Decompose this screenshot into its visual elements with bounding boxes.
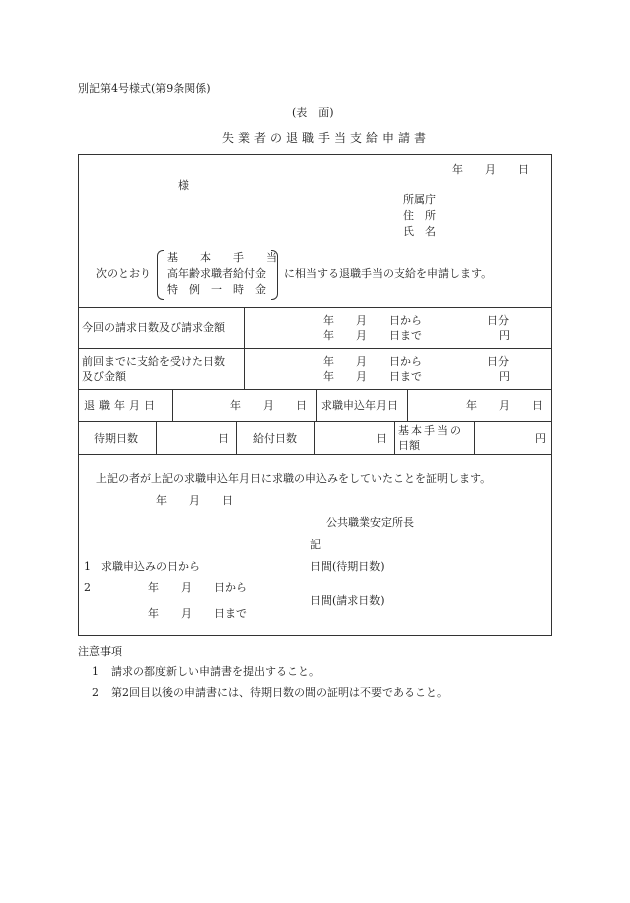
name-label: 氏 名 — [403, 225, 436, 238]
item1-value: 日間(待期日数) — [310, 560, 385, 573]
current-claim-label: 今回の請求日数及び請求金額 — [82, 321, 225, 334]
note-2-number: 2 — [92, 686, 99, 699]
daily-amount-yen-unit: 円 — [535, 432, 546, 445]
address-label: 住 所 — [403, 209, 436, 222]
issuer-title: 公共職業安定所長 — [326, 516, 414, 529]
waiting-days-label: 待期日数 — [94, 432, 138, 445]
waiting-days-unit: 日 — [218, 432, 229, 445]
item2-value: 日間(請求日数) — [310, 594, 385, 607]
previous-paid-label-1: 前回までに支給を受けた日数 — [82, 355, 225, 368]
request-prefix: 次のとおり — [96, 267, 151, 280]
benefit-days-label: 給付日数 — [253, 432, 297, 445]
current-claim-yen-unit: 円 — [499, 329, 510, 342]
previous-paid-yen-unit: 円 — [499, 370, 510, 383]
form-reference: 別記第4号様式(第9条関係) — [78, 82, 211, 95]
daily-amount-label-1: 基本手当の — [398, 424, 463, 437]
item1-number: 1 — [84, 560, 91, 573]
current-claim-from: 年 月 日から — [323, 314, 422, 327]
retirement-date-value: 年 月 日 — [230, 399, 307, 412]
retirement-date-label: 退職年月日 — [84, 399, 159, 412]
left-brace — [157, 250, 164, 300]
page-side-label: (表 面) — [292, 106, 334, 119]
application-date: 年 月 日 — [452, 163, 529, 176]
previous-paid-days-unit: 日分 — [487, 355, 509, 368]
benefit-days-unit: 日 — [376, 432, 387, 445]
previous-paid-label-2: 及び金額 — [82, 370, 126, 383]
note-2-text: 第2回目以後の申請書には、待期日数の間の証明は不要であること。 — [111, 686, 448, 699]
ki-marker: 記 — [310, 538, 321, 551]
item2-from: 年 月 日から — [148, 581, 247, 594]
notes-heading: 注意事項 — [78, 645, 122, 658]
item2-to: 年 月 日まで — [148, 607, 247, 620]
note-1-number: 1 — [92, 665, 99, 678]
current-claim-days-unit: 日分 — [487, 314, 509, 327]
addressee-suffix: 様 — [178, 179, 189, 192]
item2-number: 2 — [84, 581, 91, 594]
previous-paid-from: 年 月 日から — [323, 355, 422, 368]
certification-statement: 上記の者が上記の求職申込年月日に求職の申込みをしていたことを証明します。 — [96, 472, 492, 485]
daily-amount-label-2: 日額 — [398, 439, 420, 452]
item1-label: 求職申込みの日から — [101, 560, 200, 573]
previous-paid-to: 年 月 日まで — [323, 370, 422, 383]
option-special-lump-sum: 特 例 一 時 金 — [167, 283, 266, 296]
option-basic-allowance: 基 本 手 当 — [167, 251, 277, 264]
right-brace — [271, 250, 278, 300]
certification-date: 年 月 日 — [156, 494, 233, 507]
current-claim-to: 年 月 日まで — [323, 329, 422, 342]
option-elderly-benefit: 高年齢求職者給付金 — [167, 267, 266, 280]
job-application-date-label: 求職申込年月日 — [321, 399, 398, 412]
form-title: 失業者の退職手当支給申請書 — [222, 131, 431, 145]
affiliation-label: 所属庁 — [403, 193, 436, 206]
job-application-date-value: 年 月 日 — [466, 399, 543, 412]
request-suffix: に相当する退職手当の支給を申請します。 — [284, 267, 493, 280]
note-1-text: 請求の都度新しい申請書を提出すること。 — [111, 665, 320, 678]
